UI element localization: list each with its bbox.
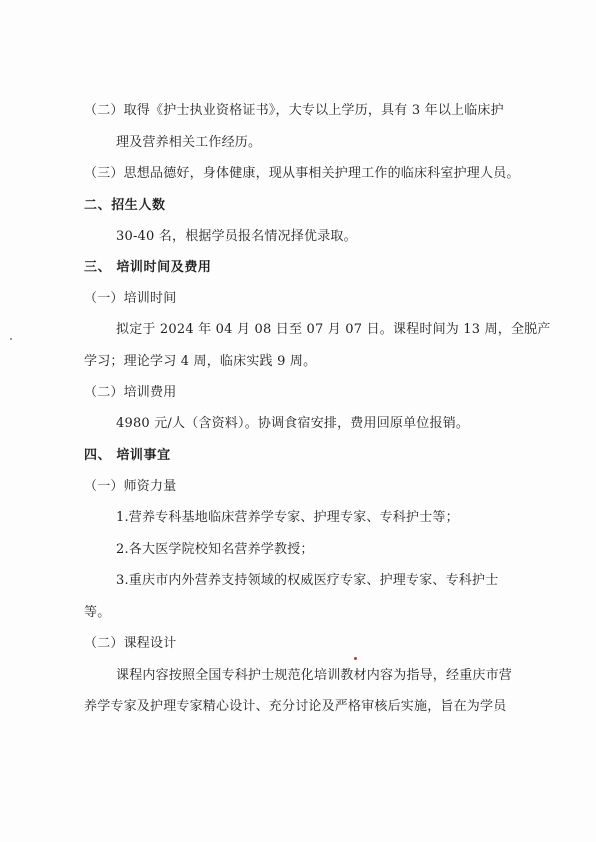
training-time-line-1: 拟定于 2024 年 04 月 08 日至 07 月 07 日。课程时间为 13 周，全脱产 [116,322,551,337]
enrollment-text: 30-40 名，根据学员报名情况择优录取。 [116,229,357,244]
course-design-line-2: 养学专家及护理专家精心设计、充分讨论及严格审核后实施，旨在为学员 [84,699,507,714]
faculty-item-2: 2.各大医学院校知名营养学教授； [116,542,314,557]
requirement-2-line-2: 理及营养相关工作经历。 [116,135,262,150]
requirement-2-line-1: （二）取得《护士执业资格证书》，大专以上学历，具有 3 年以上临床护 [84,103,504,118]
course-design-line-1: 课程内容按照全国专科护士规范化培训教材内容为指导，经重庆市营 [116,668,513,683]
faculty-item-3-line-2: 等。 [84,605,111,620]
subheading-training-time: （一）培训时间 [84,291,177,306]
faculty-item-1: 1.营养专科基地临床营养学专家、护理专家、专科护士等； [116,510,459,525]
red-ink-mark [354,657,357,660]
training-fee-text: 4980 元/人（含资料）。协调食宿安排，费用回原单位报销。 [116,416,470,431]
subheading-faculty: （一）师资力量 [84,479,177,494]
section-heading-training-matters: 四、 培训事宜 [84,448,171,463]
faculty-item-3-line-1: 3.重庆市内外营养支持领域的权威医疗专家、护理专家、专科护士 [116,573,499,588]
requirement-3: （三）思想品德好，身体健康，现从事相关护理工作的临床科室护理人员。 [84,166,520,181]
subheading-training-fee: （二）培训费用 [84,385,177,400]
section-heading-time-and-fee: 三、 培训时间及费用 [84,260,212,275]
training-time-line-2: 学习；理论学习 4 周，临床实践 9 周。 [84,354,317,369]
subheading-course-design: （二）课程设计 [84,636,177,651]
scan-speck [10,338,12,340]
section-heading-enrollment: 二、招生人数 [84,198,166,213]
